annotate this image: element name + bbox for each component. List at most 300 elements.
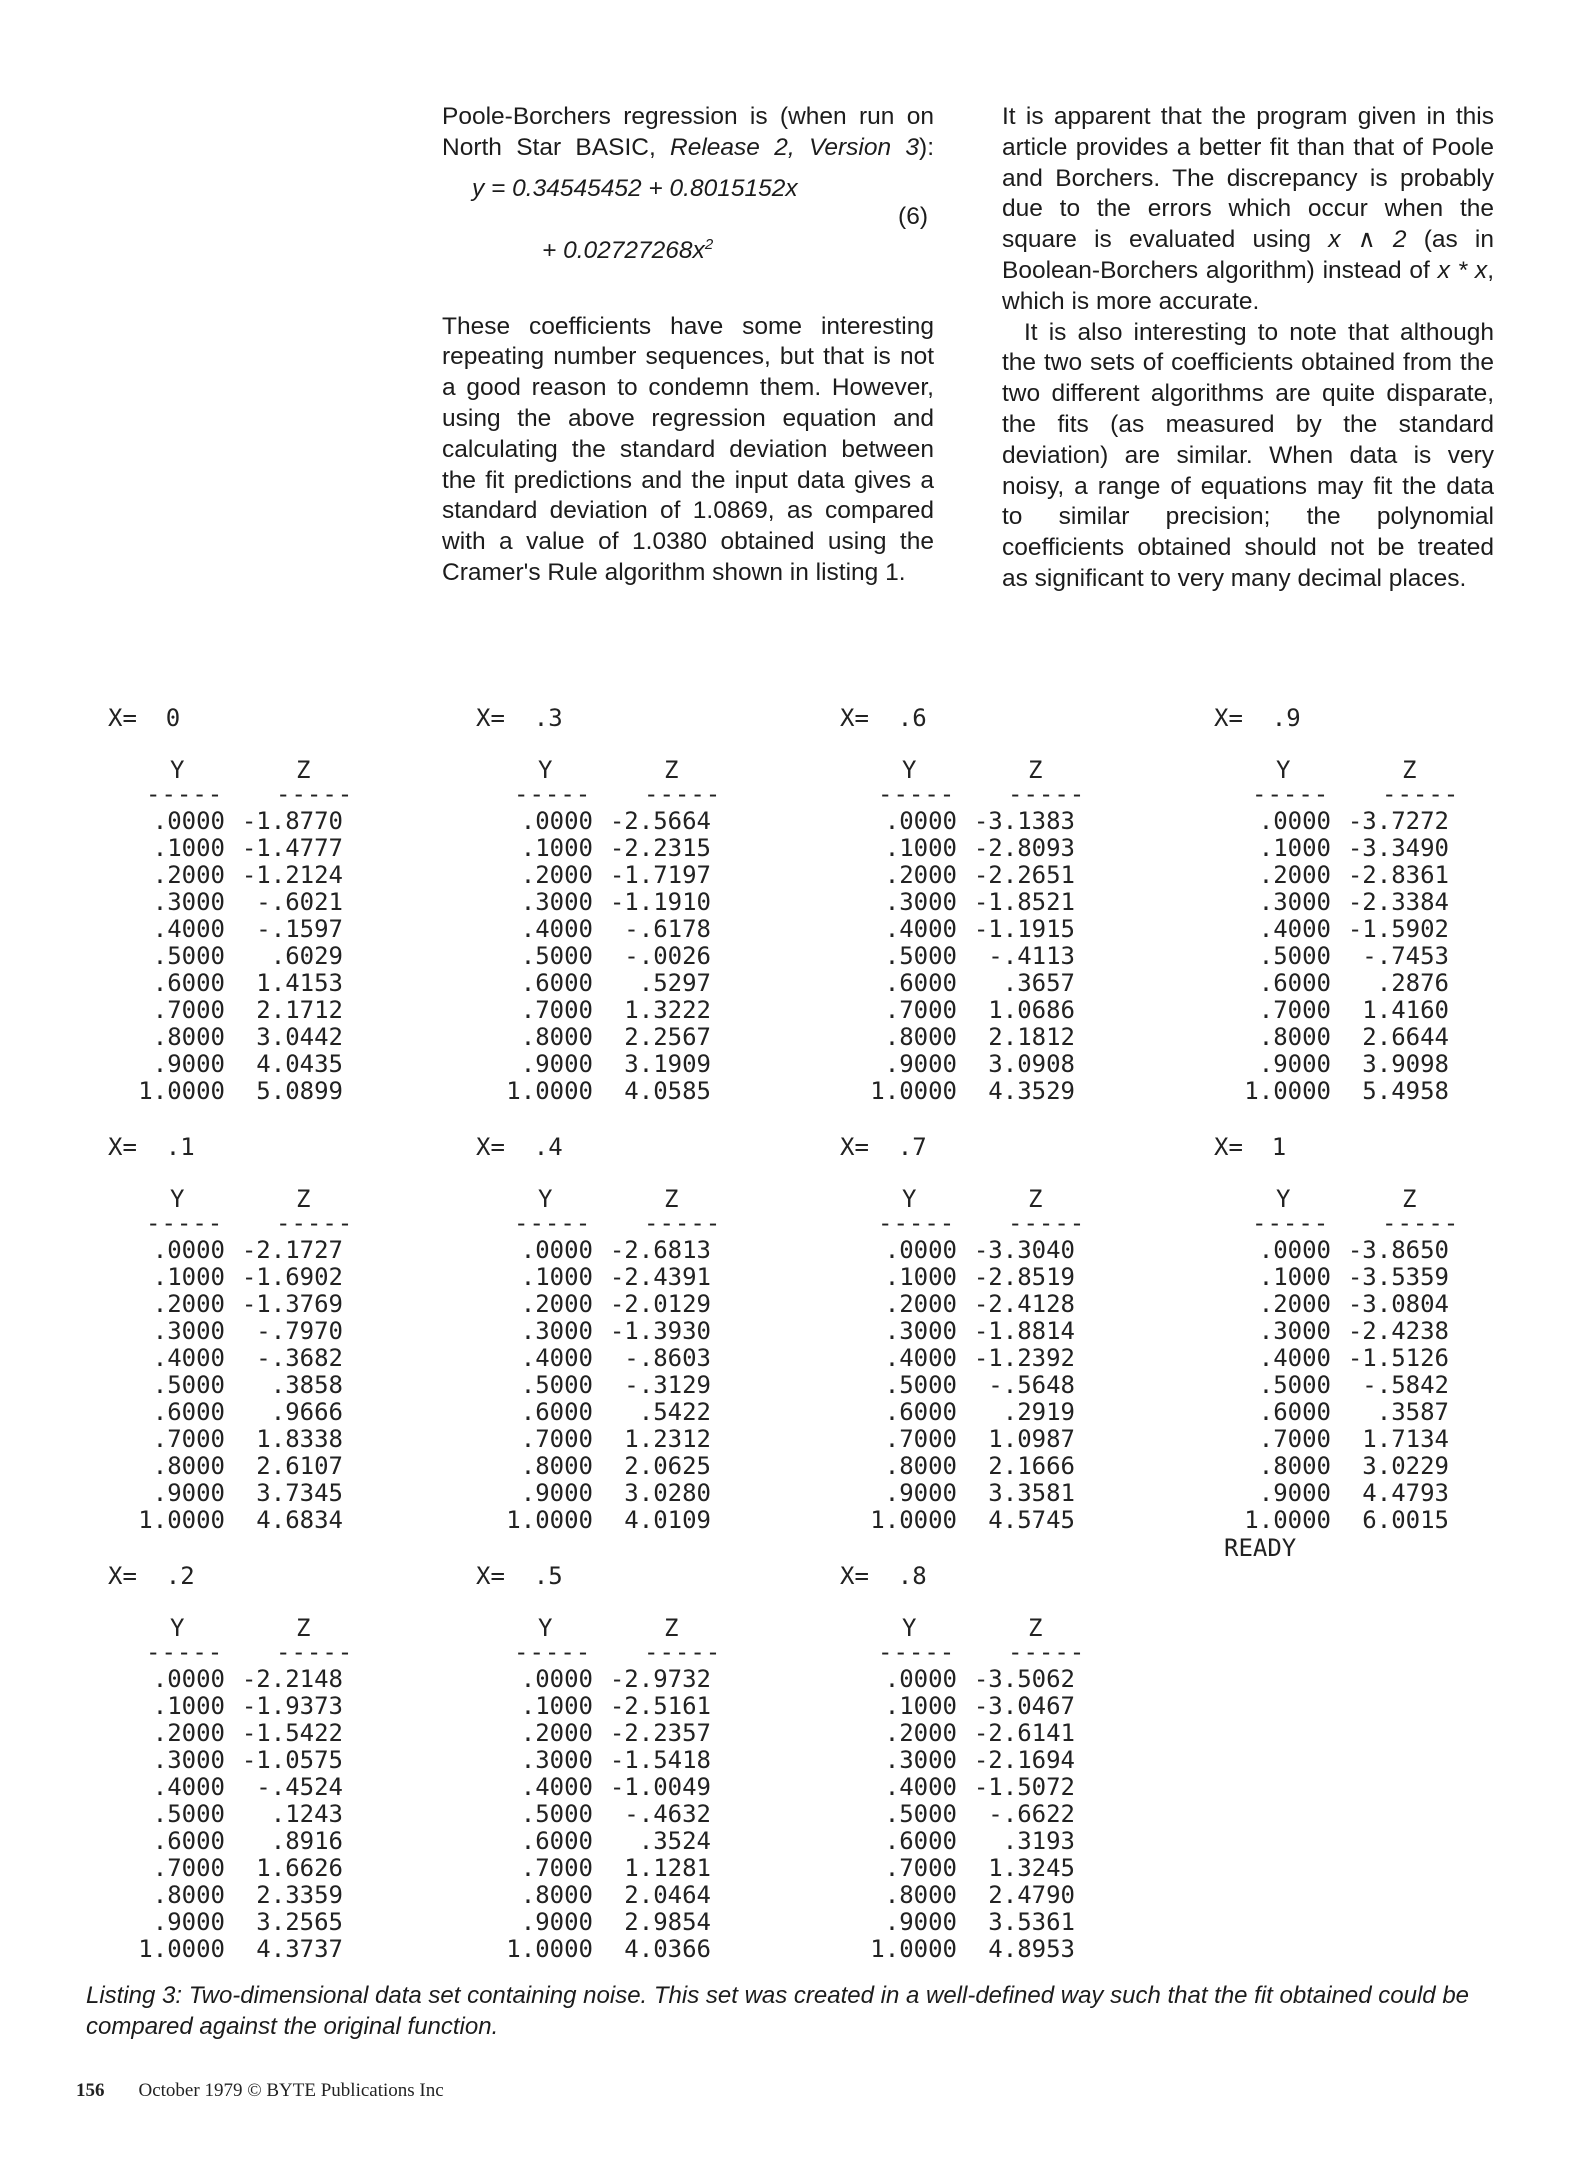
- z-value: 3.5361: [988, 1908, 1075, 1936]
- y-value: .9000: [152, 1050, 225, 1078]
- table-row: [498, 1507, 711, 1534]
- table-row: [498, 889, 711, 916]
- y-value: .1000: [884, 1692, 957, 1720]
- table-row: [1236, 1318, 1449, 1345]
- table-row: [862, 1774, 1075, 1801]
- z-value: 1.0987: [988, 1425, 1075, 1453]
- z-value: -2.1727: [241, 1236, 343, 1264]
- y-header: Y: [538, 1185, 553, 1213]
- y-value: 1.0000: [870, 1935, 957, 1963]
- y-value: .3000: [520, 888, 593, 916]
- table-row: [862, 1693, 1075, 1720]
- y-value: .7000: [520, 1425, 593, 1453]
- z-value: .5297: [638, 969, 711, 997]
- z-value: 4.0366: [624, 1935, 711, 1963]
- z-value: -2.6813: [609, 1236, 711, 1264]
- z-value: -2.9732: [609, 1665, 711, 1693]
- z-underline: -----: [1382, 1209, 1460, 1237]
- y-value: .3000: [152, 888, 225, 916]
- z-underline: -----: [1008, 1638, 1086, 1666]
- table-row: [862, 1828, 1075, 1855]
- z-value: 4.6834: [256, 1506, 343, 1534]
- z-value: -2.2357: [609, 1719, 711, 1747]
- y-value: .0000: [520, 1236, 593, 1264]
- z-value: -.5842: [1362, 1371, 1449, 1399]
- z-value: -.3682: [256, 1344, 343, 1372]
- z-value: -1.5072: [973, 1773, 1075, 1801]
- z-value: 1.2312: [624, 1425, 711, 1453]
- data-rows: [862, 808, 1075, 1105]
- table-row: [498, 1747, 711, 1774]
- y-underline: -----: [514, 780, 592, 808]
- z-value: 2.6644: [1362, 1023, 1449, 1051]
- equation-6: [442, 174, 934, 300]
- z-value: 3.2565: [256, 1908, 343, 1936]
- table-row: [130, 1693, 343, 1720]
- y-value: .9000: [152, 1479, 225, 1507]
- table-row: [1236, 889, 1449, 916]
- z-value: -.6622: [988, 1800, 1075, 1828]
- z-value: .2919: [1002, 1398, 1075, 1426]
- table-row: [130, 1237, 343, 1264]
- table-row: [130, 1666, 343, 1693]
- z-value: -1.2392: [973, 1344, 1075, 1372]
- y-value: .9000: [884, 1908, 957, 1936]
- table-row: [498, 1345, 711, 1372]
- y-value: .4000: [884, 915, 957, 943]
- table-row: [1236, 1051, 1449, 1078]
- table-row: [498, 1024, 711, 1051]
- table-row: [130, 1747, 343, 1774]
- z-value: 1.1281: [624, 1854, 711, 1882]
- table-row: [130, 1024, 343, 1051]
- discrepancy-paragraph: It is apparent that the program given in this article provides a better fit than that of Poole and Borchers. The discrepancy is probably due to the errors which occur when the square is evaluated using x ∧ 2 (as in Boolean-Borchers algorithm) instead of x * x, which is more accurate.: [1002, 103, 1494, 315]
- page-number: 156: [76, 2080, 105, 2101]
- z-value: -3.5359: [1347, 1263, 1449, 1291]
- ready-prompt: READY: [1224, 1534, 1297, 1562]
- y-value: .1000: [884, 834, 957, 862]
- table-row: [498, 1372, 711, 1399]
- z-value: -1.5418: [609, 1746, 711, 1774]
- table-row: [130, 1828, 343, 1855]
- y-value: .8000: [152, 1023, 225, 1051]
- table-row: [862, 1936, 1075, 1963]
- z-value: 3.3581: [988, 1479, 1075, 1507]
- y-value: .5000: [1258, 1371, 1331, 1399]
- table-row: [1236, 1264, 1449, 1291]
- table-row: [130, 916, 343, 943]
- y-header: Y: [1276, 756, 1291, 784]
- z-value: 2.6107: [256, 1452, 343, 1480]
- y-value: .0000: [520, 1665, 593, 1693]
- y-value: .9000: [520, 1479, 593, 1507]
- y-value: .7000: [520, 1854, 593, 1882]
- x-label: X= .9: [1214, 704, 1301, 732]
- y-value: .0000: [1258, 807, 1331, 835]
- y-value: .8000: [520, 1452, 593, 1480]
- y-underline: -----: [146, 1638, 224, 1666]
- z-value: 2.0464: [624, 1881, 711, 1909]
- z-value: .3587: [1376, 1398, 1449, 1426]
- y-underline: -----: [878, 1209, 956, 1237]
- z-value: -2.4238: [1347, 1317, 1449, 1345]
- data-rows: [498, 1666, 711, 1963]
- z-value: 4.5745: [988, 1506, 1075, 1534]
- data-rows: [862, 1237, 1075, 1534]
- page-footer: [76, 2080, 444, 2102]
- table-row: [498, 1318, 711, 1345]
- x-label: X= .4: [476, 1133, 563, 1161]
- table-row: [130, 997, 343, 1024]
- y-value: 1.0000: [1244, 1077, 1331, 1105]
- z-value: -.0026: [624, 942, 711, 970]
- z-value: -1.6902: [241, 1263, 343, 1291]
- table-row: [130, 862, 343, 889]
- y-value: .2000: [152, 1290, 225, 1318]
- z-value: 2.4790: [988, 1881, 1075, 1909]
- z-value: -1.3769: [241, 1290, 343, 1318]
- y-value: .2000: [1258, 1290, 1331, 1318]
- table-row: [1236, 1480, 1449, 1507]
- z-value: -.7970: [256, 1317, 343, 1345]
- y-value: .2000: [520, 1719, 593, 1747]
- z-value: -2.6141: [973, 1719, 1075, 1747]
- table-row: [130, 835, 343, 862]
- table-row: [862, 1345, 1075, 1372]
- z-value: -3.3040: [973, 1236, 1075, 1264]
- table-row: [130, 1345, 343, 1372]
- z-value: -2.5664: [609, 807, 711, 835]
- y-value: .9000: [520, 1908, 593, 1936]
- table-row: [862, 1078, 1075, 1105]
- table-row: [862, 1051, 1075, 1078]
- z-header: Z: [296, 1185, 311, 1213]
- table-row: [498, 1720, 711, 1747]
- table-row: [862, 1882, 1075, 1909]
- y-value: .3000: [884, 1746, 957, 1774]
- z-header: Z: [296, 756, 311, 784]
- y-value: .3000: [152, 1317, 225, 1345]
- article-column-left: [442, 102, 934, 589]
- y-value: .5000: [884, 1800, 957, 1828]
- z-value: 3.0908: [988, 1050, 1075, 1078]
- z-value: -2.8361: [1347, 861, 1449, 889]
- y-value: .5000: [1258, 942, 1331, 970]
- table-row: [862, 1507, 1075, 1534]
- y-value: .2000: [152, 861, 225, 889]
- z-value: -1.7197: [609, 861, 711, 889]
- y-value: .2000: [520, 861, 593, 889]
- y-underline: -----: [878, 1638, 956, 1666]
- y-header: Y: [902, 1185, 917, 1213]
- table-row: [130, 1774, 343, 1801]
- y-value: .6000: [152, 1398, 225, 1426]
- y-value: 1.0000: [138, 1077, 225, 1105]
- z-value: 2.1666: [988, 1452, 1075, 1480]
- table-row: [1236, 1237, 1449, 1264]
- z-header: Z: [664, 1614, 679, 1642]
- z-value: .5422: [638, 1398, 711, 1426]
- y-value: .2000: [1258, 861, 1331, 889]
- z-value: -3.0804: [1347, 1290, 1449, 1318]
- y-value: .7000: [884, 996, 957, 1024]
- y-value: .0000: [520, 807, 593, 835]
- data-rows: [498, 1237, 711, 1534]
- data-rows: [498, 808, 711, 1105]
- z-value: -.4113: [988, 942, 1075, 970]
- y-value: .1000: [1258, 1263, 1331, 1291]
- table-row: [862, 1426, 1075, 1453]
- table-row: [498, 1291, 711, 1318]
- z-underline: -----: [1008, 780, 1086, 808]
- data-rows: [1236, 808, 1449, 1105]
- z-value: 4.4793: [1362, 1479, 1449, 1507]
- y-value: .3000: [1258, 1317, 1331, 1345]
- z-value: -2.5161: [609, 1692, 711, 1720]
- z-header: Z: [1402, 1185, 1417, 1213]
- x-label: X= .3: [476, 704, 563, 732]
- y-value: 1.0000: [506, 1506, 593, 1534]
- y-value: .9000: [884, 1479, 957, 1507]
- y-value: .1000: [884, 1263, 957, 1291]
- y-value: .4000: [152, 1773, 225, 1801]
- y-value: .1000: [152, 1692, 225, 1720]
- z-value: -.4524: [256, 1773, 343, 1801]
- x-label: X= .5: [476, 1562, 563, 1590]
- z-value: 3.9098: [1362, 1050, 1449, 1078]
- table-row: [862, 1801, 1075, 1828]
- z-value: -1.3930: [609, 1317, 711, 1345]
- x-label: X= .1: [108, 1133, 195, 1161]
- z-value: 2.1712: [256, 996, 343, 1024]
- y-value: .3000: [520, 1746, 593, 1774]
- table-row: [130, 1480, 343, 1507]
- z-value: -1.8770: [241, 807, 343, 835]
- z-value: 3.7345: [256, 1479, 343, 1507]
- y-value: .9000: [520, 1050, 593, 1078]
- table-row: [862, 1453, 1075, 1480]
- table-row: [498, 862, 711, 889]
- z-value: 4.8953: [988, 1935, 1075, 1963]
- z-value: -3.7272: [1347, 807, 1449, 835]
- y-value: .4000: [152, 915, 225, 943]
- z-value: -3.8650: [1347, 1236, 1449, 1264]
- table-row: [862, 916, 1075, 943]
- z-value: 3.0229: [1362, 1452, 1449, 1480]
- z-value: -2.8093: [973, 834, 1075, 862]
- z-value: 1.3245: [988, 1854, 1075, 1882]
- z-value: -1.9373: [241, 1692, 343, 1720]
- y-value: 1.0000: [138, 1935, 225, 1963]
- y-value: .7000: [884, 1425, 957, 1453]
- y-value: 1.0000: [138, 1506, 225, 1534]
- table-row: [862, 1666, 1075, 1693]
- table-row: [130, 889, 343, 916]
- z-value: -.7453: [1362, 942, 1449, 970]
- z-header: Z: [1028, 1614, 1043, 1642]
- table-row: [130, 1399, 343, 1426]
- x-label: X= .8: [840, 1562, 927, 1590]
- y-header: Y: [538, 756, 553, 784]
- z-value: 4.3737: [256, 1935, 343, 1963]
- y-value: .0000: [884, 1665, 957, 1693]
- z-value: -3.0467: [973, 1692, 1075, 1720]
- z-value: 2.1812: [988, 1023, 1075, 1051]
- table-row: [1236, 916, 1449, 943]
- z-header: Z: [296, 1614, 311, 1642]
- table-row: [130, 1507, 343, 1534]
- y-value: .3000: [152, 1746, 225, 1774]
- z-value: .3524: [638, 1827, 711, 1855]
- z-value: .8916: [270, 1827, 343, 1855]
- table-row: [862, 862, 1075, 889]
- y-value: .9000: [152, 1908, 225, 1936]
- z-value: .2876: [1376, 969, 1449, 997]
- table-row: [130, 1453, 343, 1480]
- z-value: 1.0686: [988, 996, 1075, 1024]
- z-value: 4.3529: [988, 1077, 1075, 1105]
- y-value: .5000: [520, 1800, 593, 1828]
- y-value: .0000: [884, 1236, 957, 1264]
- z-underline: -----: [276, 1209, 354, 1237]
- y-underline: -----: [878, 780, 956, 808]
- table-row: [130, 1855, 343, 1882]
- z-value: .6029: [270, 942, 343, 970]
- table-row: [1236, 1024, 1449, 1051]
- z-value: -1.8814: [973, 1317, 1075, 1345]
- table-row: [130, 1078, 343, 1105]
- z-value: -3.3490: [1347, 834, 1449, 862]
- y-value: 1.0000: [1244, 1506, 1331, 1534]
- table-row: [498, 997, 711, 1024]
- y-value: .7000: [152, 996, 225, 1024]
- table-row: [862, 835, 1075, 862]
- table-row: [498, 1828, 711, 1855]
- table-row: [1236, 1372, 1449, 1399]
- table-row: [498, 1909, 711, 1936]
- table-row: [862, 1747, 1075, 1774]
- y-value: .4000: [152, 1344, 225, 1372]
- z-value: -2.0129: [609, 1290, 711, 1318]
- z-underline: -----: [644, 1638, 722, 1666]
- z-value: 3.0442: [256, 1023, 343, 1051]
- y-value: .6000: [520, 1827, 593, 1855]
- z-value: -.6021: [256, 888, 343, 916]
- table-row: [498, 970, 711, 997]
- z-value: 2.2567: [624, 1023, 711, 1051]
- y-value: .4000: [1258, 915, 1331, 943]
- y-value: .6000: [152, 1827, 225, 1855]
- z-value: -1.5422: [241, 1719, 343, 1747]
- table-row: [862, 970, 1075, 997]
- z-value: -.8603: [624, 1344, 711, 1372]
- y-value: .1000: [520, 834, 593, 862]
- table-row: [498, 1855, 711, 1882]
- z-value: -1.1910: [609, 888, 711, 916]
- y-value: .8000: [884, 1023, 957, 1051]
- table-row: [130, 1801, 343, 1828]
- y-value: .2000: [884, 1719, 957, 1747]
- table-row: [862, 1909, 1075, 1936]
- z-underline: -----: [276, 780, 354, 808]
- table-row: [1236, 1507, 1449, 1534]
- z-underline: -----: [644, 780, 722, 808]
- table-row: [862, 808, 1075, 835]
- z-header: Z: [1402, 756, 1417, 784]
- table-row: [862, 943, 1075, 970]
- table-row: [1236, 808, 1449, 835]
- table-row: [498, 1051, 711, 1078]
- table-row: [130, 970, 343, 997]
- z-value: 4.0109: [624, 1506, 711, 1534]
- coefficients-paragraph: These coefficients have some interesting repeating number sequences, but that is not a good reason to condemn them. However, using the above regression equation and calculating the standard deviation between the fit predictions and the input data gives a standard deviation of 1.0869, as compared with a value of 1.0380 obtained using the Cramer's Rule algorithm shown in listing 1.: [442, 312, 934, 586]
- z-value: -2.1694: [973, 1746, 1075, 1774]
- table-row: [498, 1936, 711, 1963]
- z-value: -1.4777: [241, 834, 343, 862]
- table-row: [130, 1051, 343, 1078]
- z-value: -1.5902: [1347, 915, 1449, 943]
- z-underline: -----: [1008, 1209, 1086, 1237]
- z-value: 5.0899: [256, 1077, 343, 1105]
- y-header: Y: [170, 1185, 185, 1213]
- y-underline: -----: [514, 1209, 592, 1237]
- y-value: 1.0000: [870, 1506, 957, 1534]
- table-row: [498, 1882, 711, 1909]
- y-value: .4000: [520, 915, 593, 943]
- y-value: 1.0000: [506, 1077, 593, 1105]
- table-row: [498, 1237, 711, 1264]
- table-row: [1236, 1345, 1449, 1372]
- table-row: [130, 808, 343, 835]
- y-value: .7000: [1258, 996, 1331, 1024]
- z-value: 2.0625: [624, 1452, 711, 1480]
- z-value: 4.0435: [256, 1050, 343, 1078]
- y-value: .8000: [520, 1023, 593, 1051]
- y-value: .5000: [884, 942, 957, 970]
- noise-paragraph: It is also interesting to note that although the two sets of coefficients obtained from the two different algorithms are quite disparate, the fits (as measured by the standard deviation) are similar. When data is very noisy, a range of equations may fit the data to similar precision; the polynomial coefficients obtained should not be treated as significant to very many decimal places.: [1002, 318, 1494, 592]
- z-header: Z: [1028, 1185, 1043, 1213]
- y-value: .8000: [152, 1881, 225, 1909]
- table-row: [498, 916, 711, 943]
- footer-text: October 1979 © BYTE Publications Inc: [138, 2080, 444, 2101]
- y-value: .1000: [520, 1692, 593, 1720]
- y-value: .6000: [520, 969, 593, 997]
- y-value: .7000: [1258, 1425, 1331, 1453]
- y-value: .0000: [152, 1236, 225, 1264]
- table-row: [1236, 1453, 1449, 1480]
- y-header: Y: [170, 756, 185, 784]
- y-value: .0000: [884, 807, 957, 835]
- y-value: 1.0000: [870, 1077, 957, 1105]
- y-value: .8000: [1258, 1023, 1331, 1051]
- z-value: -.5648: [988, 1371, 1075, 1399]
- y-value: .5000: [520, 942, 593, 970]
- equation-line-1: y = 0.34545452 + 0.8015152x: [472, 174, 798, 202]
- z-header: Z: [664, 756, 679, 784]
- z-value: -1.1915: [973, 915, 1075, 943]
- z-value: 3.0280: [624, 1479, 711, 1507]
- table-row: [1236, 1291, 1449, 1318]
- table-row: [1236, 970, 1449, 997]
- y-value: .5000: [520, 1371, 593, 1399]
- z-value: -2.8519: [973, 1263, 1075, 1291]
- table-row: [130, 1264, 343, 1291]
- y-underline: -----: [1252, 1209, 1330, 1237]
- data-rows: [1236, 1237, 1449, 1534]
- z-value: -2.2148: [241, 1665, 343, 1693]
- table-row: [862, 889, 1075, 916]
- y-value: .5000: [152, 1371, 225, 1399]
